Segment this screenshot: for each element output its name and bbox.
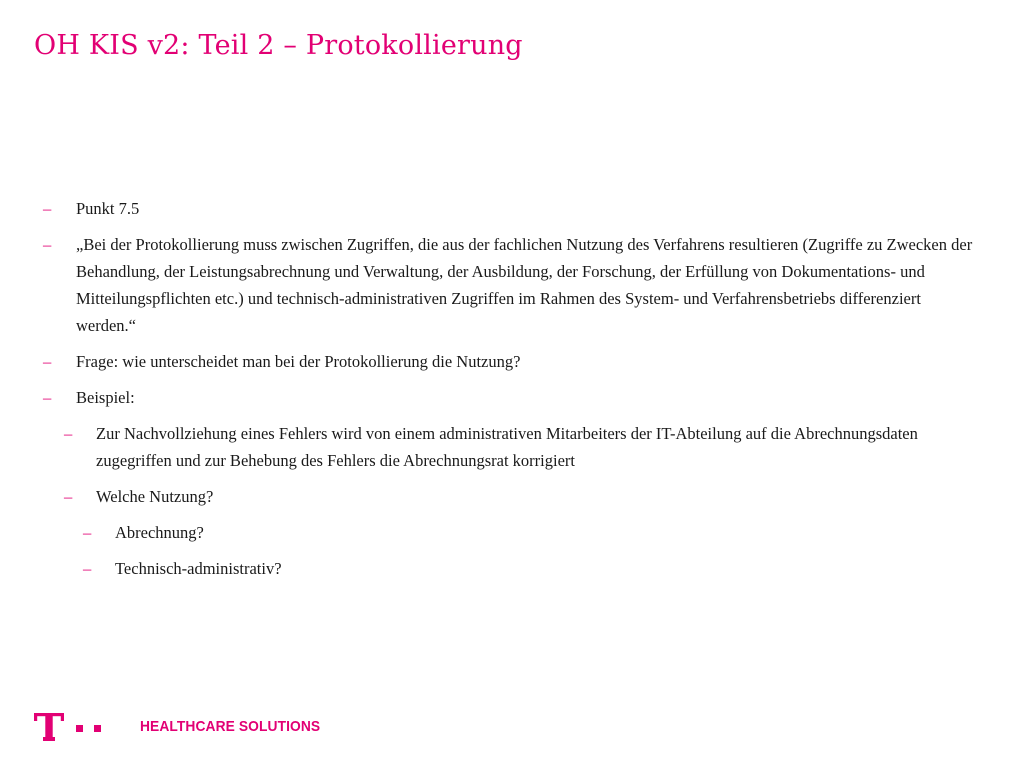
bullet-list bbox=[40, 195, 985, 591]
bullet-dash-icon: – bbox=[83, 559, 92, 578]
brand-text: HEALTHCARE SOLUTIONS bbox=[140, 718, 321, 735]
bullet-dash-icon: – bbox=[43, 235, 52, 254]
bullet-item bbox=[40, 348, 985, 375]
sub-bullet-item bbox=[40, 420, 985, 474]
bullet-text: „Bei der Protokollierung muss zwischen Zugriffen, die aus der fachlichen Nutzung des Verfahrens resultieren (Zugriffe zu Zwecken der Behandlung, der Leistungsabrechnung und Verwaltung, der Ausbildung, der Forschung, der Erfüllung von Dokumentations- und Mitteilungspflichten etc.) und technisch-administrativen Zugriffen im Rahmen des System- und Verfahrensbetriebs differenziert werden.“ bbox=[76, 235, 973, 335]
bullet-dash-icon: – bbox=[43, 352, 52, 371]
slide-title: OH KIS v2: Teil 2 – Protokollierung bbox=[34, 30, 523, 61]
bullet-dash-icon: – bbox=[64, 424, 73, 443]
bullet-dash-icon: – bbox=[83, 523, 92, 542]
bullet-text: Welche Nutzung? bbox=[96, 487, 214, 506]
bullet-item bbox=[40, 231, 985, 339]
telekom-t-logo-icon bbox=[34, 707, 106, 747]
bullet-dash-icon: – bbox=[43, 388, 52, 407]
bullet-text: Beispiel: bbox=[76, 388, 135, 407]
sub-bullet-item bbox=[40, 483, 985, 510]
bullet-dash-icon: – bbox=[43, 199, 52, 218]
bullet-item bbox=[40, 195, 985, 222]
bullet-text: Abrechnung? bbox=[115, 523, 204, 542]
bullet-text: Punkt 7.5 bbox=[76, 199, 140, 218]
sub-sub-bullet-item bbox=[40, 519, 985, 546]
bullet-text: Frage: wie unterscheidet man bei der Protokollierung die Nutzung? bbox=[76, 352, 521, 371]
bullet-item bbox=[40, 384, 985, 411]
bullet-text: Technisch-administrativ? bbox=[115, 559, 282, 578]
bullet-dash-icon: – bbox=[64, 487, 73, 506]
sub-sub-bullet-item bbox=[40, 555, 985, 582]
bullet-text: Zur Nachvollziehung eines Fehlers wird von einem administrativen Mitarbeiters der IT-Abteilung auf die Abrechnungsdaten zugegriffen und zur Behebung des Fehlers die Abrechnungsrat korrigiert bbox=[96, 424, 918, 470]
